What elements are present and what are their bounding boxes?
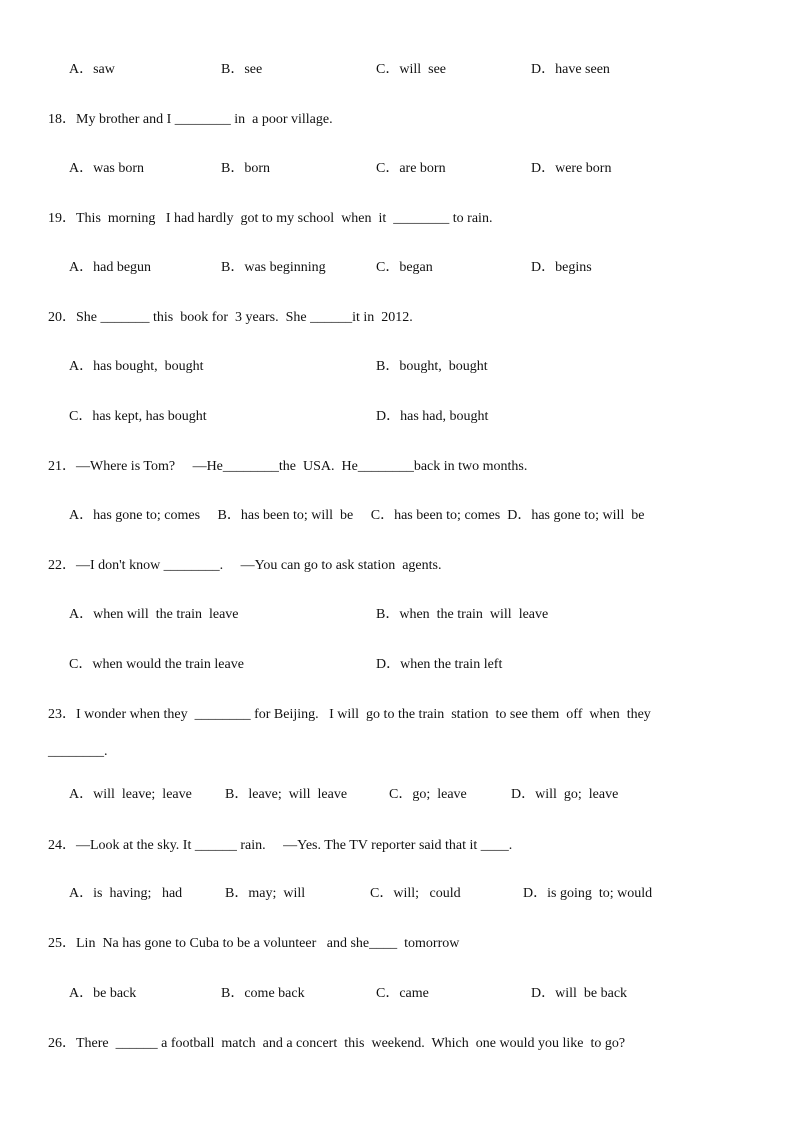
q18-option-a: A．was born xyxy=(69,161,145,176)
q24-option-d: D．is going to; would xyxy=(523,886,653,901)
q19-option-d: D．begins xyxy=(531,260,592,275)
q23-option-c: C．go; leave xyxy=(389,787,467,802)
q22-option-c: C．when would the train leave xyxy=(69,657,244,672)
q25-option-a: A．be back xyxy=(69,986,137,1001)
q17-option-b: B．see xyxy=(221,62,263,77)
q20-option-b: B．bought, bought xyxy=(376,359,488,374)
q18-stem: 18．My brother and I ________ in a poor village. xyxy=(48,112,333,127)
q25-option-b: B．come back xyxy=(221,986,305,1001)
q19-option-c: C．began xyxy=(376,260,433,275)
q20-option-d: D．has had, bought xyxy=(376,409,489,424)
q19-stem: 19．This morning I had hardly got to my school when it ________ to rain. xyxy=(48,211,493,226)
q23-stem: 23．I wonder when they ________ for Beijing. I will go to the train station to see them off when they xyxy=(48,707,651,722)
q23-stem-continued: ________. xyxy=(48,744,108,759)
q20-option-c: C．has kept, has bought xyxy=(69,409,207,424)
q22-option-d: D．when the train left xyxy=(376,657,503,672)
q25-stem: 25．Lin Na has gone to Cuba to be a volunteer and she____ tomorrow xyxy=(48,936,460,951)
q25-option-d: D．will be back xyxy=(531,986,628,1001)
q24-option-c: C．will; could xyxy=(370,886,461,901)
q21-stem: 21．—Where is Tom? —He________the USA. He________back in two months. xyxy=(48,459,528,474)
q18-option-b: B．born xyxy=(221,161,270,176)
q24-option-b: B．may; will xyxy=(225,886,306,901)
q24-stem: 24．—Look at the sky. It ______ rain. —Yes. The TV reporter said that it ____. xyxy=(48,838,513,853)
q21-options: A．has gone to; comes B．has been to; will be C．has been to; comes D．has gone to; will be xyxy=(69,508,645,523)
q17-option-d: D．have seen xyxy=(531,62,610,77)
q22-option-b: B．when the train will leave xyxy=(376,607,549,622)
q24-option-a: A．is having; had xyxy=(69,886,183,901)
q23-option-d: D．will go; leave xyxy=(511,787,619,802)
q22-option-a: A．when will the train leave xyxy=(69,607,239,622)
q25-option-c: C．came xyxy=(376,986,429,1001)
q23-option-b: B．leave; will leave xyxy=(225,787,348,802)
q20-stem: 20．She _______ this book for 3 years. She ______it in 2012. xyxy=(48,310,413,325)
q17-option-c: C．will see xyxy=(376,62,446,77)
q26-stem: 26．There ______ a football match and a concert this weekend. Which one would you like to go? xyxy=(48,1036,626,1051)
q20-option-a: A．has bought, bought xyxy=(69,359,204,374)
q23-option-a: A．will leave; leave xyxy=(69,787,192,802)
q18-option-d: D．were born xyxy=(531,161,612,176)
q18-option-c: C．are born xyxy=(376,161,446,176)
q17-option-a: A．saw xyxy=(69,62,115,77)
q19-option-b: B．was beginning xyxy=(221,260,326,275)
q19-option-a: A．had begun xyxy=(69,260,152,275)
q22-stem: 22．—I don't know ________. —You can go to ask station agents. xyxy=(48,558,442,573)
